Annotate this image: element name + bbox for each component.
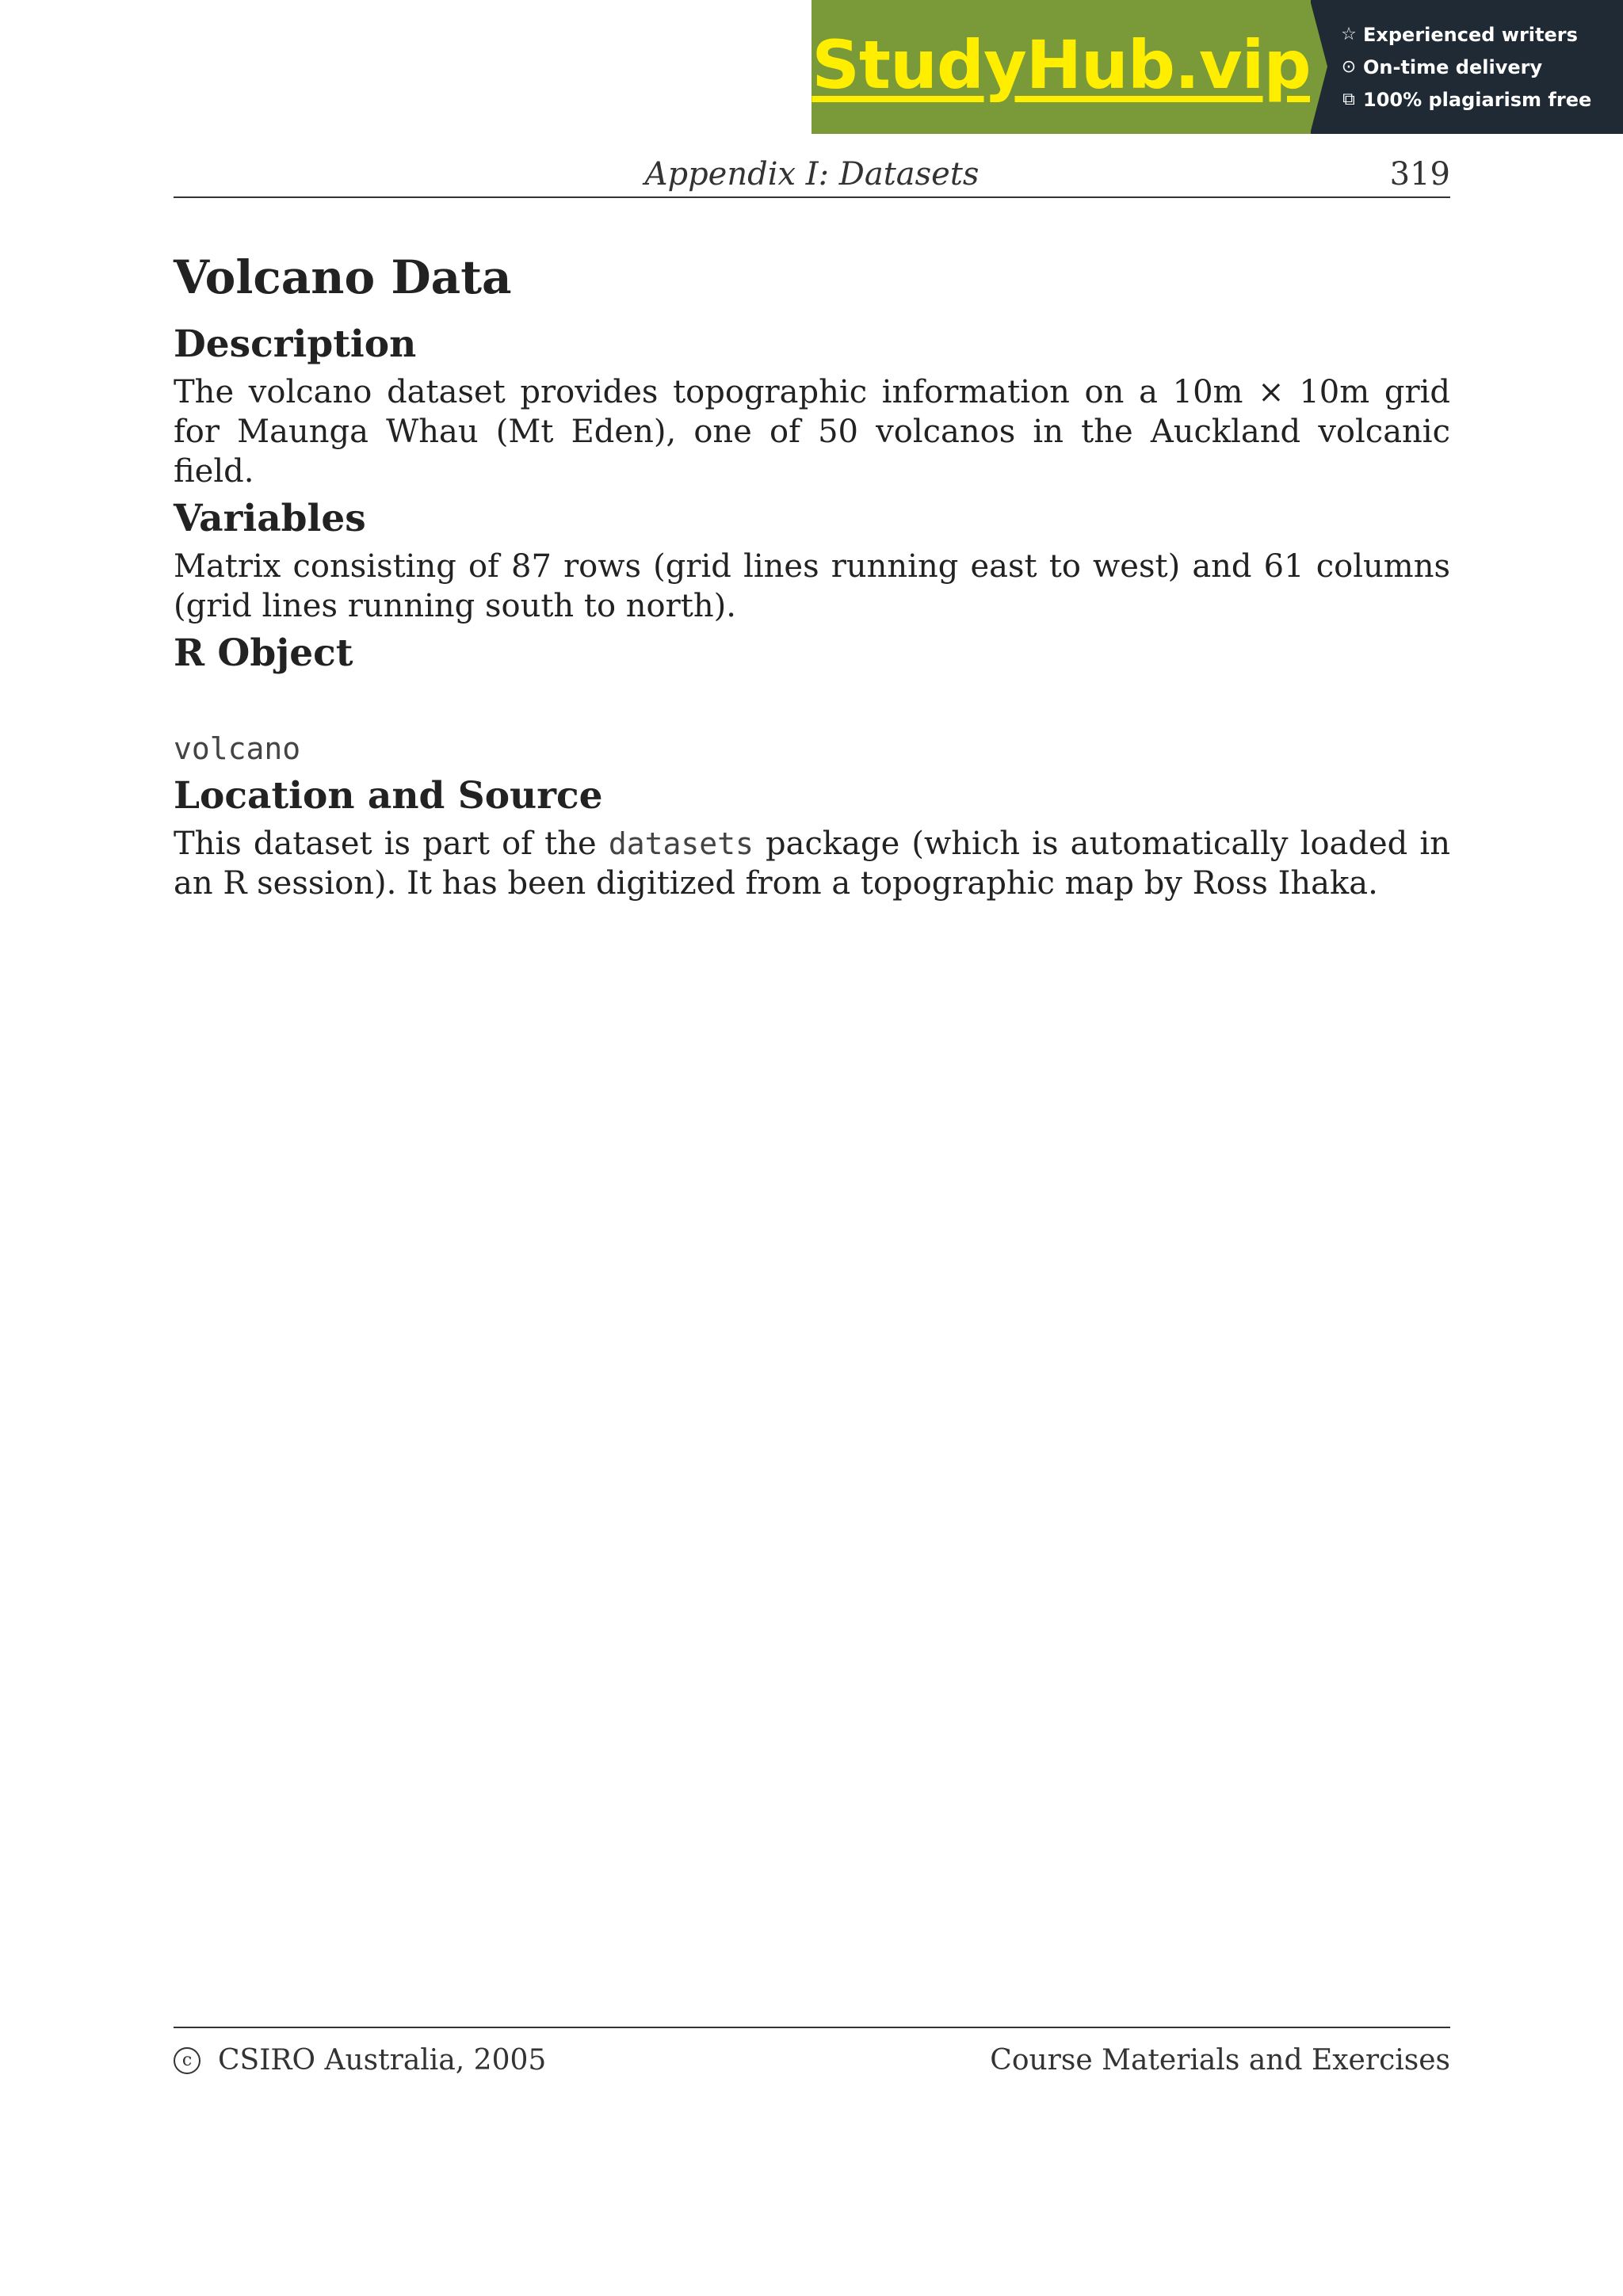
footer-right-text: Course Materials and Exercises <box>990 2044 1450 2077</box>
banner-logo-text: StudyHub.vip <box>812 25 1311 104</box>
running-title: Appendix I: Datasets <box>644 156 980 193</box>
running-header <box>174 155 1450 198</box>
star-icon: ☆ <box>1341 25 1357 44</box>
page-number: 319 <box>1389 156 1450 193</box>
section-heading-variables: Variables <box>174 497 366 540</box>
page-title: Volcano Data <box>174 250 512 304</box>
footer-copyright <box>174 2042 546 2079</box>
banner-features <box>1311 0 1623 134</box>
banner-feature-label: 100% plagiarism free <box>1363 88 1592 111</box>
page-content <box>174 238 1450 903</box>
banner-feature-label: Experienced writers <box>1363 23 1578 46</box>
r-object-code: volcano <box>174 731 301 766</box>
section-text-variables: Matrix consisting of 87 rows (grid lines running east to west) and 61 columns (grid lines running south to north). <box>174 548 1450 624</box>
banner-feature-label: On-time delivery <box>1363 55 1543 78</box>
location-text-after: package (which is automatically loaded in an R session). It has been digitized from a topographic map by Ross Ihaka. <box>174 826 1450 902</box>
banner-feature-writers <box>1339 18 1623 51</box>
clock-icon: ⊙ <box>1341 57 1357 77</box>
section-heading-description: Description <box>174 322 417 366</box>
copyright-icon: c <box>174 2047 200 2074</box>
section-text-description: The volcano dataset provides topographic information on a 10m × 10m grid for Maunga Whau (Mt Eden), one of 50 volcanos in the Auckland volcanic field. <box>174 374 1450 490</box>
package-name-code: datasets <box>608 826 754 861</box>
ad-banner[interactable] <box>812 0 1623 134</box>
page-footer <box>174 2027 1450 2076</box>
footer-left-text: CSIRO Australia, 2005 <box>218 2044 547 2077</box>
section-text-location <box>174 824 1450 903</box>
section-heading-location: Location and Source <box>174 774 603 818</box>
banner-feature-plagiarism <box>1339 83 1623 116</box>
section-heading-r-object: R Object <box>174 631 353 675</box>
copy-icon: ⧉ <box>1342 90 1355 109</box>
banner-feature-delivery <box>1339 51 1623 83</box>
banner-logo[interactable] <box>812 0 1311 134</box>
location-text-before: This dataset is part of the <box>174 826 609 862</box>
